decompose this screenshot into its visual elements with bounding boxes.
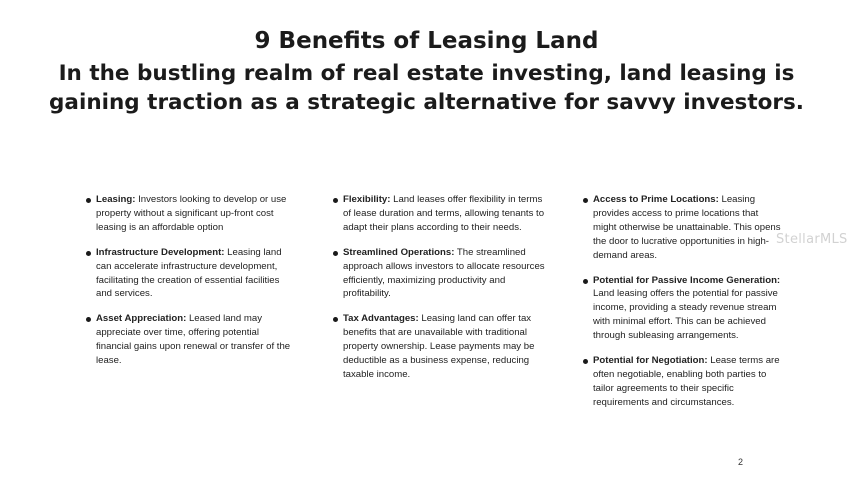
benefit-label: Tax Advantages: bbox=[343, 313, 419, 325]
benefit-text: Lease terms are often negotiable, enabling both parties to tailor agreements to their specific requirements and circumstances. bbox=[593, 355, 780, 408]
benefit-label: Potential for Passive Income Generation: bbox=[593, 274, 781, 286]
benefit-label: Asset Appreciation: bbox=[96, 313, 187, 325]
watermark: StellarMLS bbox=[776, 232, 848, 247]
benefits-column-3 bbox=[583, 193, 783, 421]
page-subtitle: In the bustling realm of real estate investing, land leasing is gaining traction as a strategic alternative for savvy investors. bbox=[49, 61, 804, 115]
benefit-label: Potential for Negotiation: bbox=[593, 355, 708, 367]
benefits-column-1 bbox=[86, 193, 296, 379]
list-item bbox=[86, 193, 296, 235]
bullet-icon bbox=[86, 317, 91, 322]
benefits-column-2 bbox=[333, 193, 551, 393]
benefit-label: Streamlined Operations: bbox=[343, 246, 455, 258]
list-item bbox=[333, 193, 551, 235]
bullet-icon bbox=[333, 317, 338, 322]
bullet-icon bbox=[333, 251, 338, 256]
list-item bbox=[333, 312, 551, 382]
bullet-icon bbox=[583, 359, 588, 364]
list-item bbox=[333, 246, 551, 302]
benefit-label: Access to Prime Locations: bbox=[593, 194, 719, 205]
benefit-label: Flexibility: bbox=[343, 194, 391, 205]
benefit-text: Leasing land can accelerate infrastructure development, facilitating the creation of essential facilities and services. bbox=[96, 246, 282, 300]
benefit-text: Land leases offer flexibility in terms of lease duration and terms, allowing tenants to adapt their plans according to their needs. bbox=[343, 194, 545, 233]
bullet-icon bbox=[583, 198, 588, 203]
list-item bbox=[583, 193, 783, 263]
list-item bbox=[583, 274, 783, 344]
benefit-label: Leasing: bbox=[96, 194, 136, 205]
benefit-text: Leasing land can offer tax benefits that are unavailable with traditional property ownership. Lease payments may be deductible as a business expense, reducing taxable income. bbox=[343, 313, 535, 380]
benefit-text: Leased land may appreciate over time, offering potential financial gains upon renewal or transfer of the lease. bbox=[96, 313, 291, 367]
bullet-icon bbox=[86, 251, 91, 256]
bullet-icon bbox=[86, 198, 91, 203]
bullet-icon bbox=[333, 198, 338, 203]
benefit-text: Investors looking to develop or use property without a significant up-front cost leasing is an affordable option bbox=[96, 194, 287, 233]
bullet-icon bbox=[583, 279, 588, 284]
page-title: 9 Benefits of Leasing Land bbox=[254, 28, 599, 54]
list-item bbox=[86, 246, 296, 302]
page-number: 2 bbox=[738, 457, 744, 467]
benefit-text: The streamlined approach allows investors to allocate resources efficiently, maximizing productivity and profitability. bbox=[343, 246, 545, 300]
list-item bbox=[583, 354, 783, 410]
benefit-text: Leasing provides access to prime locations that might otherwise be unattainable. This opens the door to lucrative opportunities in high-demand areas. bbox=[593, 194, 781, 261]
benefit-text: Land leasing offers the potential for passive income, providing a steady revenue stream with minimal effort. This can be achieved through subleasing arrangements. bbox=[593, 288, 778, 342]
list-item bbox=[86, 312, 296, 368]
benefit-label: Infrastructure Development: bbox=[96, 246, 225, 258]
